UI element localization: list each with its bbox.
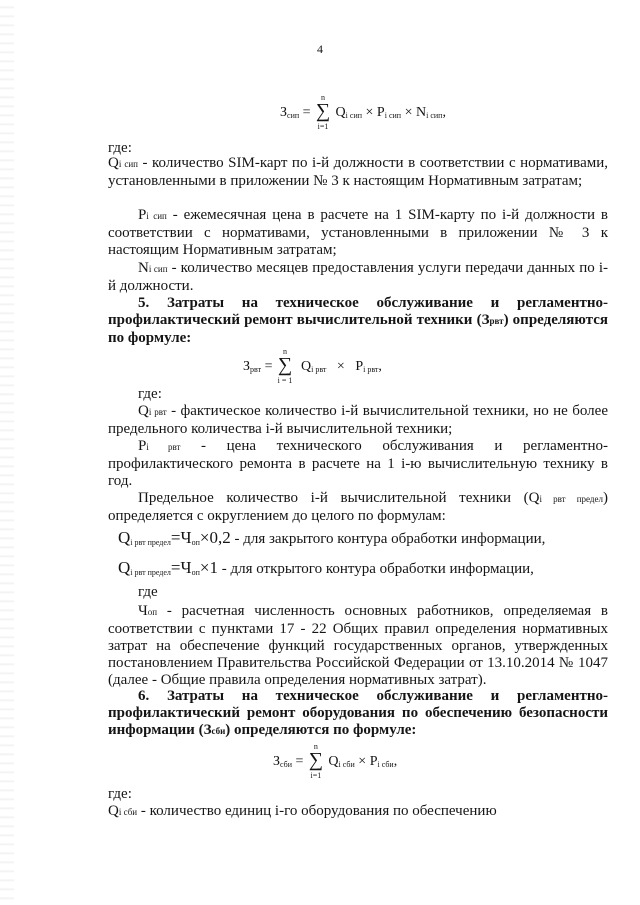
formula-lhs: З (243, 359, 251, 375)
heading-text: 5. Затраты на техническое обслуживание и регламентно-профилактический ремонт вычислительной техники (З (108, 295, 608, 328)
definition-text: - количество единиц i-го оборудования по обеспечению (137, 803, 497, 819)
term-n-sub: i сип (426, 111, 443, 121)
sum-bottom: i=1 (317, 122, 329, 131)
heading-text-end: ) определяются по формуле: (225, 722, 417, 738)
term-p-sub: i сип (384, 111, 402, 121)
formula-rhs: ×0,2 (199, 528, 231, 547)
term-q-sub: i сби (338, 760, 355, 770)
definition-text: - количество месяцев предоставления услуги передачи данных по i-й должности. (108, 260, 608, 294)
sum-bottom: i=1 (310, 771, 322, 780)
formula-eq: = (264, 359, 273, 375)
formula-open-contour (118, 558, 534, 578)
formula-sim (280, 93, 446, 131)
symbol-sub: i сип (146, 211, 167, 221)
heading-text: 6. Затраты на техническое обслуживание и регламентно-профилактический ремонт оборудования по обеспечению безопасности информации (З (108, 688, 608, 738)
ch-symbol: Ч (180, 558, 192, 577)
where-label: где (138, 584, 158, 600)
term-p-sub: i сби (377, 760, 394, 770)
formula-lhs-sub: сби (280, 760, 293, 770)
formula-description: - для закрытого контура обработки информации, (230, 531, 546, 547)
sum-symbol: n ∑ i=1 (315, 93, 331, 131)
term-q: Q (301, 359, 312, 375)
times-sign: × (336, 359, 345, 375)
heading-sub: рвт (489, 316, 504, 326)
where-label: где: (138, 386, 162, 402)
term-p-sub: i рвт (363, 365, 379, 375)
times-sign: × (404, 105, 413, 121)
sum-top: n (283, 347, 287, 356)
definition-text: - количество SIM-карт по i-й должности в соответствии с нормативами, установленными в приложении № 3 к настоящим Нормативным затратам; (108, 155, 608, 189)
symbol-sub: i сип (148, 264, 168, 274)
heading-text-end: ) определяются по формуле: (108, 312, 608, 346)
page-number: 4 (317, 42, 323, 56)
def-p-rvt (108, 438, 608, 490)
term-q-sub: i рвт (311, 365, 327, 375)
sum-symbol: n ∑ i=1 (308, 742, 324, 780)
symbol-sub: i сби (118, 807, 138, 817)
heading-sub: сби (211, 726, 226, 736)
definition-text: - фактическое количество i-й вычислительной техники, но не более предельного количества i-й вычислительной техники; (108, 403, 608, 437)
sum-top: n (313, 742, 318, 751)
term-q: Q (328, 754, 339, 770)
formula-eq: = (302, 105, 311, 121)
definition-text: - цена технического обслуживания и регламентно-профилактического ремонта в расчете на 1 i-ю вычислительную технику в год. (108, 438, 608, 489)
sum-bottom: i = 1 (277, 376, 293, 385)
formula-lhs: З (280, 105, 288, 121)
formula-end: , (378, 359, 382, 375)
symbol: Q (108, 155, 119, 171)
symbol-sub: оп (147, 607, 158, 617)
paragraph-text: Предельное количество i-й вычислительной техники (Q (138, 490, 540, 506)
times-sign: × (365, 105, 374, 121)
times-sign: × (358, 754, 367, 770)
formula-eq: = (170, 528, 181, 547)
formula-lhs: Q (118, 528, 131, 547)
definition-text: - расчетная численность основных работников, определяемая в соответствии с пунктами 17 - 22 Общих правил определения нормативных затрат на обеспечение функций государственных органов, утвержденных постановлением Правительства Российской Федерации от 13.10.2014 № 1047 (далее - Общие правила определения нормативных затрат). (108, 603, 608, 688)
formula-lhs-sub: рвт (250, 365, 262, 375)
def-q-sim (108, 155, 608, 190)
formula-lhs-sub: сип (287, 111, 300, 121)
ch-sub: оп (191, 568, 200, 577)
sum-top: n (321, 93, 326, 102)
formula-lhs-sub: i рвт предел (130, 568, 171, 577)
term-p: P (355, 359, 364, 375)
symbol-sub: i сип (118, 159, 138, 169)
term-q-sub: i сип (345, 111, 363, 121)
formula-description: - для открытого контура обработки информации, (217, 561, 534, 577)
def-ch (108, 603, 608, 689)
symbol: Ч (138, 603, 148, 619)
symbol: Q (138, 403, 149, 419)
formula-lhs-sub: i рвт предел (130, 538, 171, 547)
definition-text: - ежемесячная цена в расчете на 1 SIM-карту по i-й должности в соответствии с нормативами, установленными в приложении № 3 к настоящим Нормативным затратам; (108, 207, 608, 258)
term-p: P (376, 105, 385, 121)
def-n-sim (108, 260, 608, 295)
formula-lhs: З (273, 754, 281, 770)
symbol-sub: i рвт (148, 407, 167, 417)
formula-sbi (273, 742, 398, 780)
formula-lhs: Q (118, 558, 131, 577)
symbol: Q (108, 803, 119, 819)
ch-sub: оп (191, 538, 200, 547)
symbol: P (138, 207, 147, 223)
def-q-sbi (108, 803, 608, 821)
formula-rhs: ×1 (199, 558, 218, 577)
where-label: где: (108, 786, 132, 802)
symbol-sub: i рвт (146, 442, 181, 452)
term-q: Q (335, 105, 346, 121)
term-p: P (369, 754, 378, 770)
where-label: где: (108, 140, 132, 156)
symbol: N (138, 260, 149, 276)
sum-symbol: n ∑ i = 1 (277, 347, 293, 385)
formula-closed-contour (118, 528, 545, 548)
formula-rvt (243, 347, 382, 385)
ch-symbol: Ч (180, 528, 192, 547)
def-p-sim (108, 207, 608, 259)
formula-end: , (442, 105, 446, 121)
formula-eq: = (170, 558, 181, 577)
def-q-rvt (108, 403, 608, 438)
formula-eq: = (295, 754, 304, 770)
heading-section-6 (108, 688, 608, 740)
heading-section-5 (108, 295, 608, 347)
scan-edge (0, 0, 14, 905)
paragraph-text-end: ) определяется с округлением до целого по формулам: (108, 490, 608, 524)
term-n: N (415, 105, 427, 121)
symbol: P (138, 438, 147, 454)
limit-paragraph (108, 490, 608, 525)
paragraph-sub: i рвт предел (539, 494, 603, 504)
formula-end: , (393, 754, 398, 770)
